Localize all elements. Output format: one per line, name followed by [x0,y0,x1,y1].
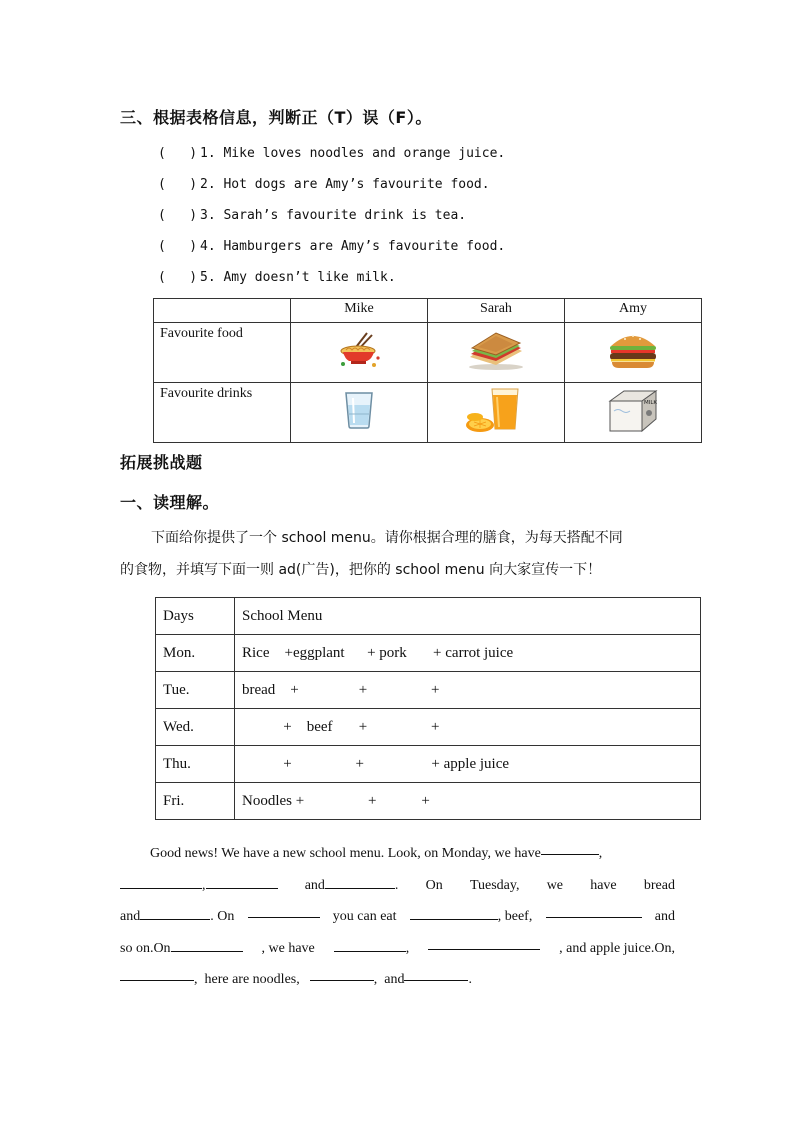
menu-items[interactable]: + beef + + [235,709,701,746]
fill-blank[interactable] [546,901,642,918]
menu-items[interactable]: Noodles + + + [235,783,701,820]
story-text: and [120,909,141,924]
fill-blank[interactable] [171,935,243,952]
story-line-2 [120,870,675,902]
fill-blank[interactable] [120,964,194,981]
story-text: On [425,877,443,893]
table-row [156,746,701,783]
orange-juice-icon [464,387,528,433]
menu-day: Mon. [156,635,235,672]
story-text: , and apple juice.On, [559,940,675,956]
table-header-row [154,299,702,323]
menu-day: Thu. [156,746,235,783]
story-text: , we have [261,940,315,956]
story-line-3 [120,901,675,933]
story-text: . [468,972,472,987]
menu-items[interactable]: Rice +eggplant + pork + carrot juice [235,635,701,672]
fill-blank[interactable] [120,872,202,889]
menu-items[interactable]: bread + + + [235,672,701,709]
water-glass-icon [342,390,376,430]
header-sarah: Sarah [428,299,565,323]
cell-sarah-drink [428,383,565,443]
hamburger-icon [607,330,659,370]
tf-item-2 [158,175,505,206]
fill-blank[interactable] [410,903,498,920]
story-text: have [590,877,617,893]
story-text: Good news! We have a new school menu. Look, on Monday, we have [150,846,541,861]
table-row-drinks [154,383,702,443]
milk-carton-icon [604,387,662,433]
header-days: Days [156,598,235,635]
answer-blank[interactable]: ( ) [158,270,198,285]
row-label-food: Favourite food [154,323,291,383]
fill-blank[interactable] [334,935,406,952]
sandwich-icon [466,329,526,371]
fill-blank[interactable] [248,901,320,918]
cell-mike-food [291,323,428,383]
fill-blank[interactable] [404,964,468,981]
fill-blank[interactable] [428,933,540,950]
tf-item-3 [158,206,505,237]
noodles-icon [337,331,381,369]
header-amy: Amy [565,299,702,323]
favourite-table [153,298,702,443]
intro-line-1: 下面给你提供了一个 school menu。请你根据合理的膳食，为每天搭配不同 [151,530,623,546]
reading-title: 一、读理解。 [120,493,220,512]
answer-blank[interactable]: ( ) [158,177,198,192]
table-row [156,783,701,820]
tf-item-4 [158,237,505,268]
story-text: and [304,877,325,893]
cell-sarah-food [428,323,565,383]
milk-carton-label: MILK [644,399,658,406]
cell-amy-food [565,323,702,383]
tf-item-1 [158,144,505,175]
story-text: so on.On [120,940,171,956]
row-label-drinks: Favourite drinks [154,383,291,443]
menu-day: Wed. [156,709,235,746]
story-text: Tuesday, [469,877,520,893]
empty-header-cell [154,299,291,323]
story-text: we [546,877,564,893]
section3-title: 三、根据表格信息，判断正（T）误（F）。 [120,108,432,127]
story-text: . On [210,909,235,924]
fill-blank[interactable] [140,903,210,920]
menu-header-row [156,598,701,635]
table-row [156,709,701,746]
tf-statement: 2. Hot dogs are Amy’s favourite food. [200,177,490,192]
reading-intro [120,522,680,586]
tf-statement: 3. Sarah’s favourite drink is tea. [200,208,467,223]
story-text: , here are noodles, [194,972,300,987]
menu-day: Fri. [156,783,235,820]
tf-statement: 1. Mike loves noodles and orange juice. [200,146,506,161]
story-text: , and [373,972,405,987]
header-mike: Mike [291,299,428,323]
cell-amy-drink [565,383,702,443]
story-text: , [202,877,206,893]
tf-item-5 [158,268,505,299]
school-menu-table [155,597,701,820]
table-row [156,672,701,709]
table-row [156,635,701,672]
story-line-4 [120,933,675,965]
header-school-menu: School Menu [235,598,701,635]
cell-mike-drink [291,383,428,443]
fill-blank[interactable] [541,838,599,855]
true-false-list [158,144,505,299]
answer-blank[interactable]: ( ) [158,239,198,254]
story-line-1 [120,838,675,870]
tf-statement: 5. Amy doesn’t like milk. [200,270,396,285]
fill-blank[interactable] [206,872,278,889]
story-text: bread [643,877,675,893]
table-row-food [154,323,702,383]
fill-blank[interactable] [310,964,374,981]
story-text: and [654,909,675,924]
ad-paragraph [120,838,675,996]
story-text: , beef, [497,909,533,924]
story-text: , [598,846,603,861]
fill-blank[interactable] [325,872,395,889]
story-text: you can eat [332,909,397,924]
menu-items[interactable]: + + + apple juice [235,746,701,783]
answer-blank[interactable]: ( ) [158,208,198,223]
tf-statement: 4. Hamburgers are Amy’s favourite food. [200,239,506,254]
story-text: , [405,940,410,956]
story-line-5 [120,964,675,996]
extension-title: 拓展挑战题 [120,453,203,472]
answer-blank[interactable]: ( ) [158,146,198,161]
story-text: . [394,877,399,893]
menu-day: Tue. [156,672,235,709]
intro-line-2: 的食物，并填写下面一则 ad(广告)，把你的 school menu 向大家宣传一下！ [120,562,602,578]
